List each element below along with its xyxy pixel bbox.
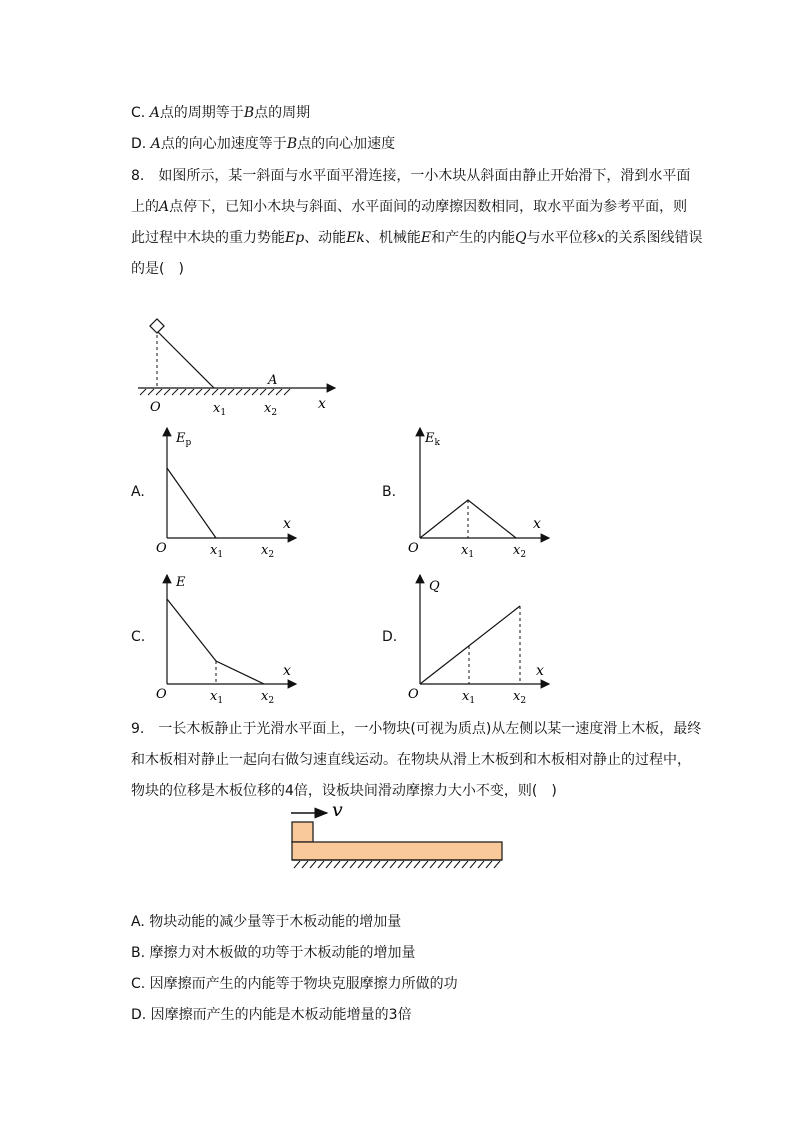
q8-option-d-label: D. — [382, 629, 398, 645]
q7-c-prefix: C. — [131, 105, 150, 121]
q7-d-mid: 点的向心加速度等于 — [160, 136, 287, 152]
q8-option-b-label: B. — [382, 484, 397, 500]
x2-label: $x_2$ — [513, 543, 527, 560]
fig-O: O — [150, 400, 161, 415]
q8-graph-a — [150, 422, 310, 562]
q8-l3-Q: Q — [515, 230, 527, 246]
q8-l3-f: 的关系图线错误 — [604, 230, 703, 246]
q7-d-a: A — [150, 136, 161, 152]
q9-option-d: D. 因摩擦而产生的内能是木板动能增量的3倍 — [131, 1007, 412, 1023]
q8-line-3 — [131, 228, 703, 248]
q8-line-4: 的是( ) — [131, 261, 184, 277]
fig-A: A — [268, 373, 278, 388]
q8-line-2 — [131, 197, 687, 217]
q9-line-2: 和木板相对静止一起向右做匀速直线运动。在物块从滑上木板到和木板相对静止的过程中， — [131, 752, 691, 768]
q8-l3-c: 、机械能 — [364, 230, 421, 246]
x-label: x — [283, 516, 291, 532]
q7-c-suffix: 点的周期 — [254, 105, 311, 121]
x1-label: $x_1$ — [210, 543, 224, 560]
q7-option-c — [131, 103, 310, 123]
q8-l2-A: A — [159, 199, 170, 215]
q7-d-suffix: 点的向心加速度 — [297, 136, 396, 152]
q7-d-b: B — [286, 136, 298, 152]
y-label: Q — [429, 579, 440, 594]
q7-c-b: B — [243, 105, 255, 121]
q7-c-a: A — [149, 105, 160, 121]
q8-l3-d: 和产生的内能 — [431, 230, 516, 246]
q9-option-b: B. 摩擦力对木板做的功等于木板动能的增加量 — [131, 945, 416, 961]
small-block — [292, 822, 313, 842]
q8-l2-a: 上的 — [131, 199, 159, 215]
fig-x1: $x_1$ — [213, 401, 227, 415]
q8-graph-d — [403, 569, 563, 709]
x-label: x — [283, 663, 291, 679]
origin-label: O — [408, 687, 419, 702]
wood-block — [150, 319, 164, 333]
q8-option-a-label: A. — [131, 484, 145, 500]
q9-line-3: 物块的位移是木板位移的4倍，设板块间滑动摩擦力大小不变，则( ) — [131, 783, 557, 799]
q8-l2-b: 点停下，已知小木块与斜面、水平面间的动摩擦因数相同，取水平面为参考平面，则 — [169, 199, 688, 215]
q9-option-a: A. 物块动能的减少量等于木板动能的增加量 — [131, 914, 402, 930]
q7-option-d — [131, 134, 395, 154]
incline — [157, 331, 214, 388]
y-label: $E_k$ — [425, 431, 440, 448]
q9-option-c: C. 因摩擦而产生的内能等于物块克服摩擦力所做的功 — [131, 976, 458, 992]
origin-label: O — [156, 541, 167, 556]
ep-curve — [167, 468, 216, 538]
x2-label: $x_2$ — [261, 689, 275, 706]
q8-l3-Ep: Ep — [285, 230, 305, 246]
q9-board-figure — [285, 797, 510, 877]
q8-l3-x: x — [596, 230, 605, 246]
velocity-label: v — [332, 799, 343, 821]
x1-label: $x_1$ — [462, 689, 476, 706]
q8-l3-a: 此过程中木块的重力势能 — [131, 230, 285, 246]
long-board — [292, 842, 502, 860]
y-label: E — [176, 575, 186, 590]
q8-graph-b — [403, 422, 563, 562]
q7-c-mid: 点的周期等于 — [159, 105, 244, 121]
ground-hatch — [140, 389, 290, 395]
q-curve — [420, 606, 520, 684]
q8-l3-b: 、动能 — [304, 230, 347, 246]
fig-x2: $x_2$ — [264, 401, 278, 415]
q8-option-c-label: C. — [131, 629, 146, 645]
x2-label: $x_2$ — [513, 689, 527, 706]
x-label: x — [536, 663, 544, 679]
q8-l3-Ek: Ek — [346, 230, 365, 246]
origin-label: O — [408, 541, 419, 556]
q7-d-prefix: D. — [131, 136, 151, 152]
origin-label: O — [156, 687, 167, 702]
y-label: $E_p$ — [176, 431, 192, 448]
x1-label: $x_1$ — [210, 689, 224, 706]
q8-incline-figure — [130, 315, 350, 415]
x-label: x — [533, 516, 541, 532]
q8-l3-e: 与水平位移 — [526, 230, 597, 246]
e-curve — [167, 599, 264, 684]
fig-x: x — [318, 396, 326, 412]
q8-line-1: 8. 如图所示，某一斜面与水平面平滑连接，一小木块从斜面由静止开始滑下，滑到水平面 — [131, 168, 691, 184]
ground-hatch — [294, 861, 500, 868]
q8-l3-E: E — [420, 230, 432, 246]
x2-label: $x_2$ — [261, 543, 275, 560]
q9-line-1: 9. 一长木板静止于光滑水平面上，一小物块(可视为质点)从左侧以某一速度滑上木板，最终 — [131, 721, 702, 737]
x1-label: $x_1$ — [461, 543, 475, 560]
q8-graph-c — [150, 569, 310, 709]
